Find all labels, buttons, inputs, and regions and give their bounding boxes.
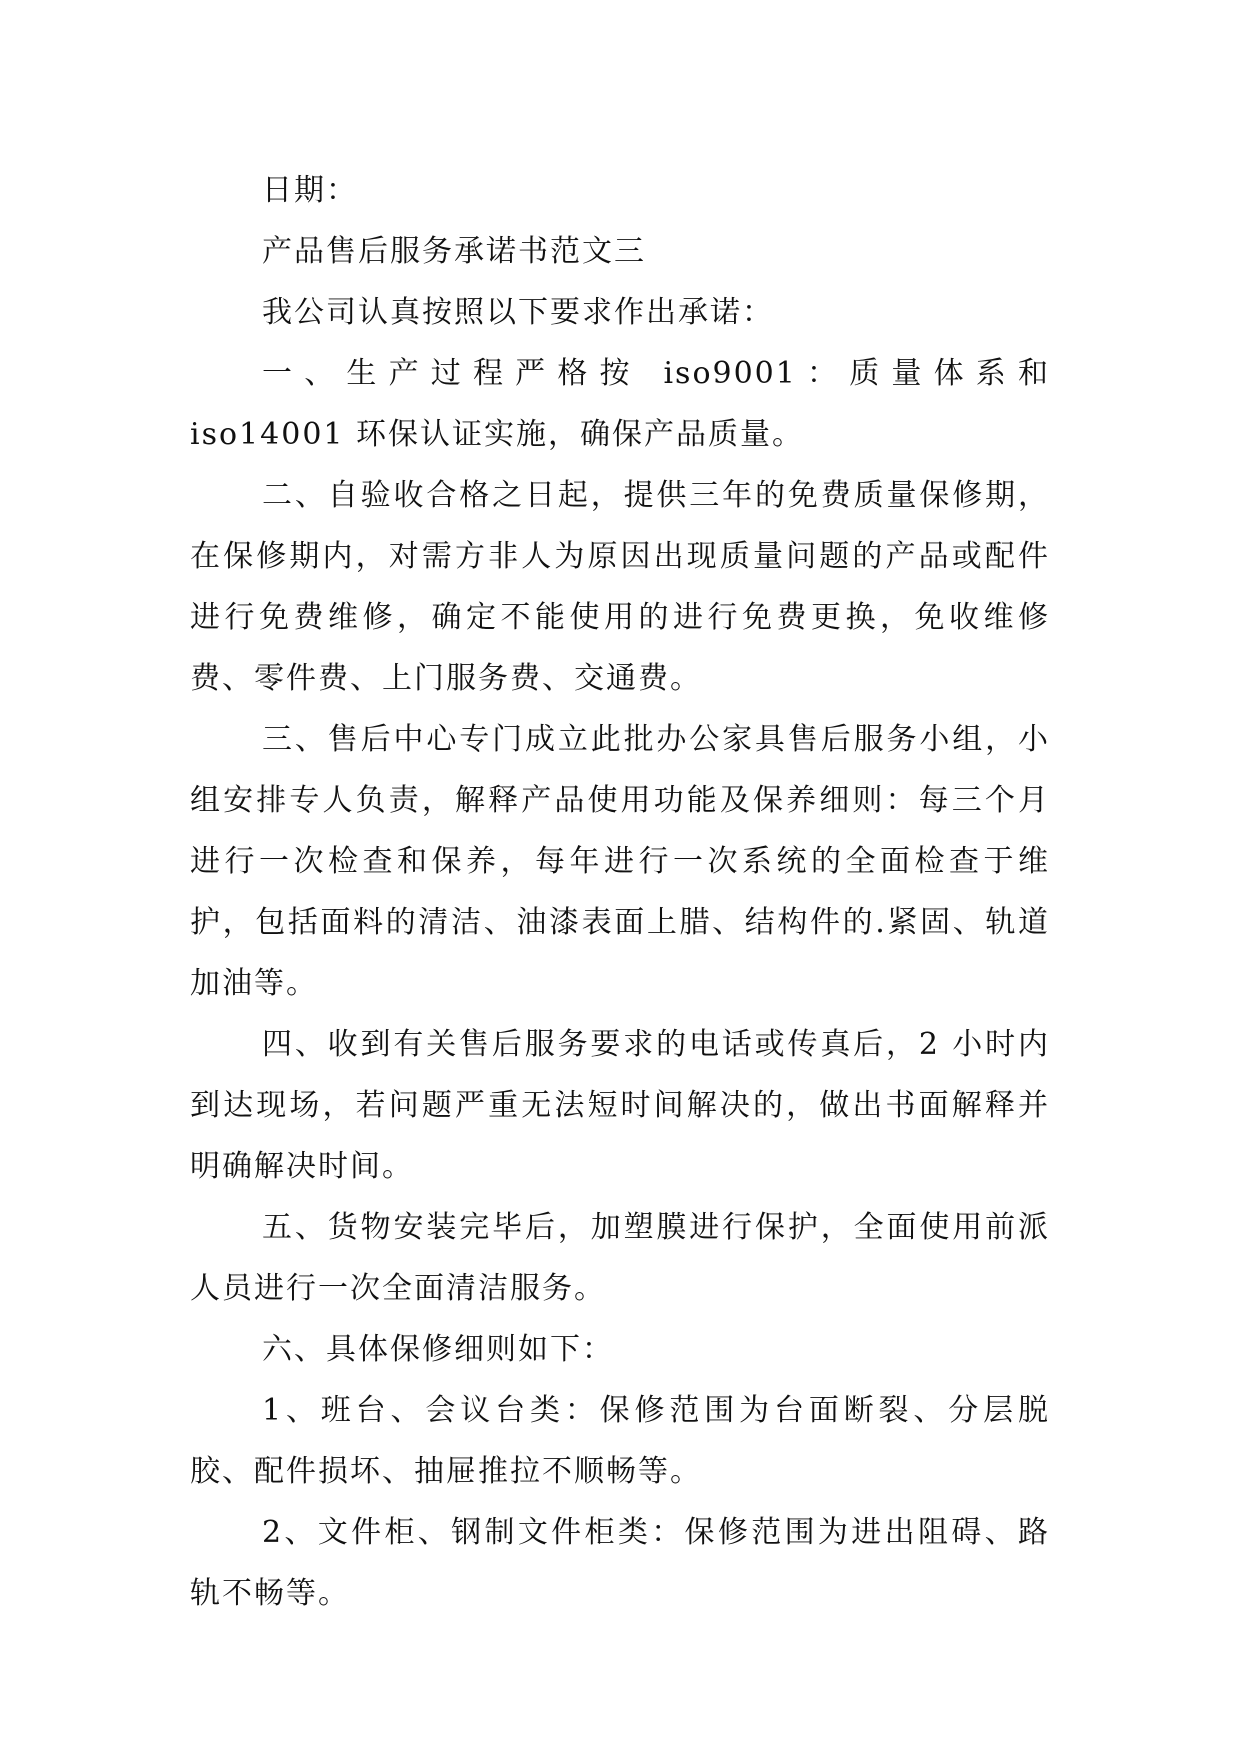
intro-paragraph: 我公司认真按照以下要求作出承诺： [262,295,774,330]
clause-one: 一、生产过程严格按 iso9001：质量体系和 iso14001 环保认证实施，确保产品质量。 [190,356,1050,452]
date-line: 日期： [262,173,358,208]
warranty-item-1: 1、班台、会议台类：保修范围为台面断裂、分层脱胶、配件损坏、抽屉推拉不顺畅等。 [190,1393,1050,1489]
clause-two: 二、自验收合格之日起，提供三年的免费质量保修期，在保修期内，对需方非人为原因出现质量问题的产品或配件进行免费维修，确定不能使用的进行免费更换，免收维修费、零件费、上门服务费、交通费。 [190,478,1050,696]
clause-three: 三、售后中心专门成立此批办公家具售后服务小组，小组安排专人负责，解释产品使用功能及保养细则：每三个月进行一次检查和保养，每年进行一次系统的全面检查于维护，包括面料的清洁、油漆表面上腊、结构件的.紧固、轨道加油等。 [190,722,1050,1001]
clause-five: 五、货物安装完毕后，加塑膜进行保护，全面使用前派人员进行一次全面清洁服务。 [190,1210,1050,1306]
clause-six-heading: 六、具体保修细则如下： [262,1332,614,1367]
document-body [190,160,1050,1624]
clause-four: 四、收到有关售后服务要求的电话或传真后，2 小时内到达现场，若问题严重无法短时间解决的，做出书面解释并明确解决时间。 [190,1027,1050,1184]
document-title: 产品售后服务承诺书范文三 [262,234,646,269]
warranty-item-2: 2、文件柜、钢制文件柜类：保修范围为进出阻碍、路轨不畅等。 [190,1515,1050,1611]
